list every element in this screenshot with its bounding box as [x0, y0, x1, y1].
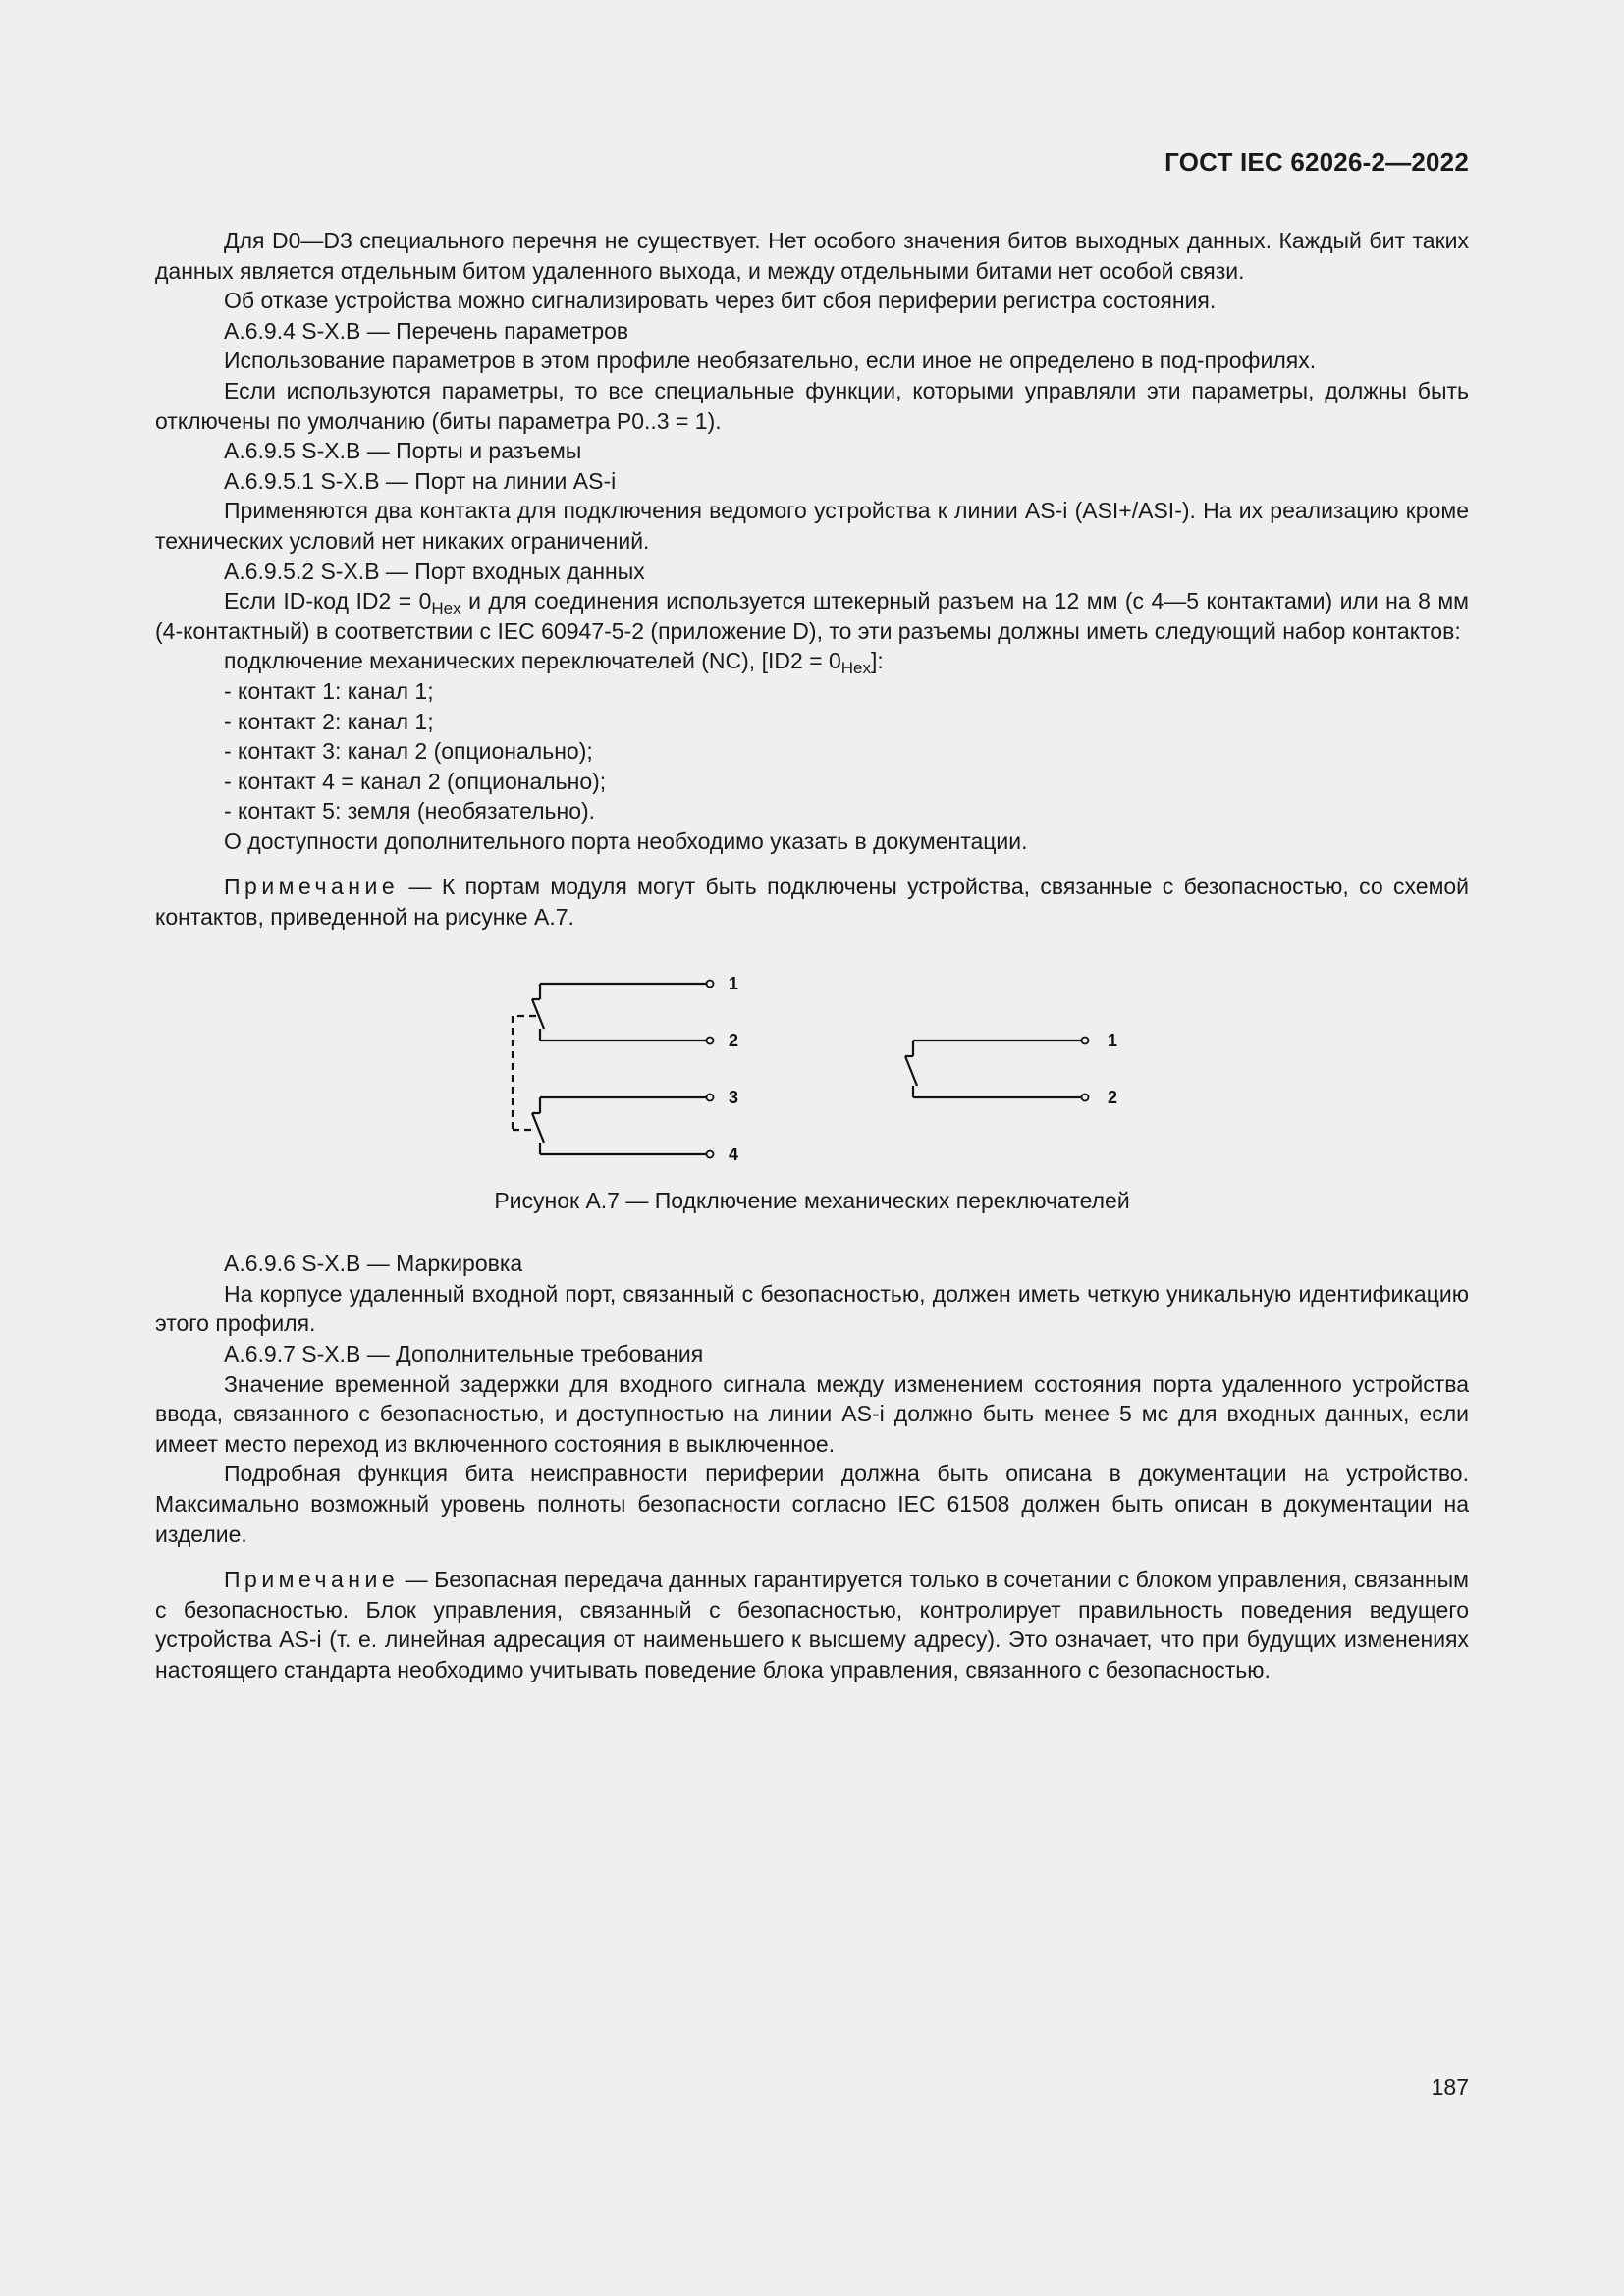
page-content — [155, 226, 1469, 1685]
page-number: 187 — [1431, 2074, 1469, 2100]
note-label: Примечание — [224, 1567, 400, 1593]
paragraph-delay: Значение временной задержки для входного сигнала между изменением состояния порта удаленного устройства ввода, связанного с безопасностью, и доступностью на линии AS-i должно быть менее 5 мс для входных данных, если имеет место переход из включенного состояния в выключенное. — [155, 1370, 1469, 1457]
id-text-after: и для соединения используется штекерный разъем на 12 мм (с 4—5 контактами) или на 8 мм (4-контактный) в соответствии с IEC 60947-5-2 (приложение D), то эти разъемы должны иметь следующий набор контактов: — [155, 588, 1469, 644]
terminal-label: 1 — [1108, 1030, 1118, 1050]
note-label: Примечание — [224, 874, 400, 900]
nc-line — [155, 646, 1469, 676]
switch-diagram — [155, 960, 1469, 1186]
heading-a694: А.6.9.4 S-X.B — Перечень параметров — [224, 317, 629, 344]
paragraph-device-failure: Об отказе устройства можно сигнализировать через бит сбоя периферии регистра состояния. — [224, 288, 1217, 314]
terminal-label: 1 — [729, 973, 739, 993]
nc-text-before: подключение механических переключателей (NC), [ID2 = 0 — [224, 648, 841, 674]
terminal-label: 2 — [729, 1030, 739, 1050]
figure-a7 — [155, 960, 1469, 1186]
note-dash: — — [408, 874, 432, 900]
id-text-before: Если ID-код ID2 = 0 — [224, 588, 432, 614]
heading-a697: А.6.9.7 S-X.B — Дополнительные требования — [224, 1341, 704, 1367]
paragraph-parameters-usage: Использование параметров в этом профиле необязательно, если иное не определено в под-профилях. — [224, 347, 1317, 374]
hex-subscript: Hex — [840, 659, 871, 678]
heading-a6951: А.6.9.5.1 S-X.B — Порт на линии AS-i — [224, 467, 617, 494]
hex-subscript: Hex — [431, 599, 461, 618]
paragraph-id-code — [155, 586, 1469, 646]
document-header: ГОСТ IEC 62026-2—2022 — [1164, 147, 1469, 177]
contact-item: - контакт 1: канал 1; — [224, 677, 434, 704]
note-text: Безопасная передача данных гарантируется только в сочетании с блоком управления, связанным с безопасностью. Блок управления, связанный с безопасностью, контролирует правильность поведения ведущего устройства AS-i (т. е. линейная адресация от наименьшего к высшему адресу). Это означает, что при будущих изменениях настоящего стандарта необходимо учитывать поведение блока управления, связанного с безопасностью. — [155, 1567, 1469, 1682]
paragraph-asi-contacts: Применяются два контакта для подключения ведомого устройства к линии AS-i (ASI+/ASI-). На их реализацию кроме технических условий нет никаких ограничений. — [155, 498, 1469, 554]
note-text: К портам модуля могут быть подключены устройства, связанные с безопасностью, со схемой контактов, приведенной на рисунке А.7. — [155, 874, 1470, 931]
heading-a6952: А.6.9.5.2 S-X.B — Порт входных данных — [224, 558, 645, 584]
figure-caption: Рисунок А.7 — Подключение механических переключателей — [494, 1187, 1130, 1213]
paragraph-fault-bit: Подробная функция бита неисправности периферии должна быть описана в документации на устройство. Максимально возможный уровень полноты безопасности согласно IEC 61508 должен быть описан в документации на изделие. — [155, 1461, 1469, 1547]
paragraph-parameters-disabled: Если используются параметры, то все специальные функции, которыми управляли эти параметры, должны быть отключены по умолчанию (биты параметра P0..3 = 1). — [155, 377, 1469, 434]
note-1 — [155, 872, 1469, 932]
paragraph-d0-d3: Для D0—D3 специального перечня не существует. Нет особого значения битов выходных данных. Каждый бит таких данных является отдельным битом удаленного выхода, и между отдельными битами нет особой связи. — [155, 228, 1469, 284]
heading-a696: А.6.9.6 S-X.B — Маркировка — [224, 1251, 523, 1277]
note-2 — [155, 1565, 1469, 1684]
contact-item: - контакт 4 = канал 2 (опционально); — [224, 768, 607, 794]
heading-a695: А.6.9.5 S-X.B — Порты и разъемы — [224, 438, 582, 464]
contact-item: - контакт 3: канал 2 (опционально); — [224, 738, 593, 765]
terminal-label: 4 — [729, 1144, 739, 1164]
contact-item: - контакт 5: земля (необязательно). — [224, 798, 596, 825]
paragraph-marking: На корпусе удаленный входной порт, связанный с безопасностью, должен иметь четкую уникальную идентификацию этого профиля. — [155, 1280, 1469, 1337]
nc-text-after: ]: — [870, 648, 884, 674]
terminal-label: 2 — [1108, 1087, 1118, 1107]
terminal-label: 3 — [729, 1087, 739, 1107]
note-dash: — — [405, 1567, 428, 1593]
paragraph-availability: О доступности дополнительного порта необходимо указать в документации. — [224, 828, 1028, 854]
contact-item: - контакт 2: канал 1; — [224, 708, 434, 734]
